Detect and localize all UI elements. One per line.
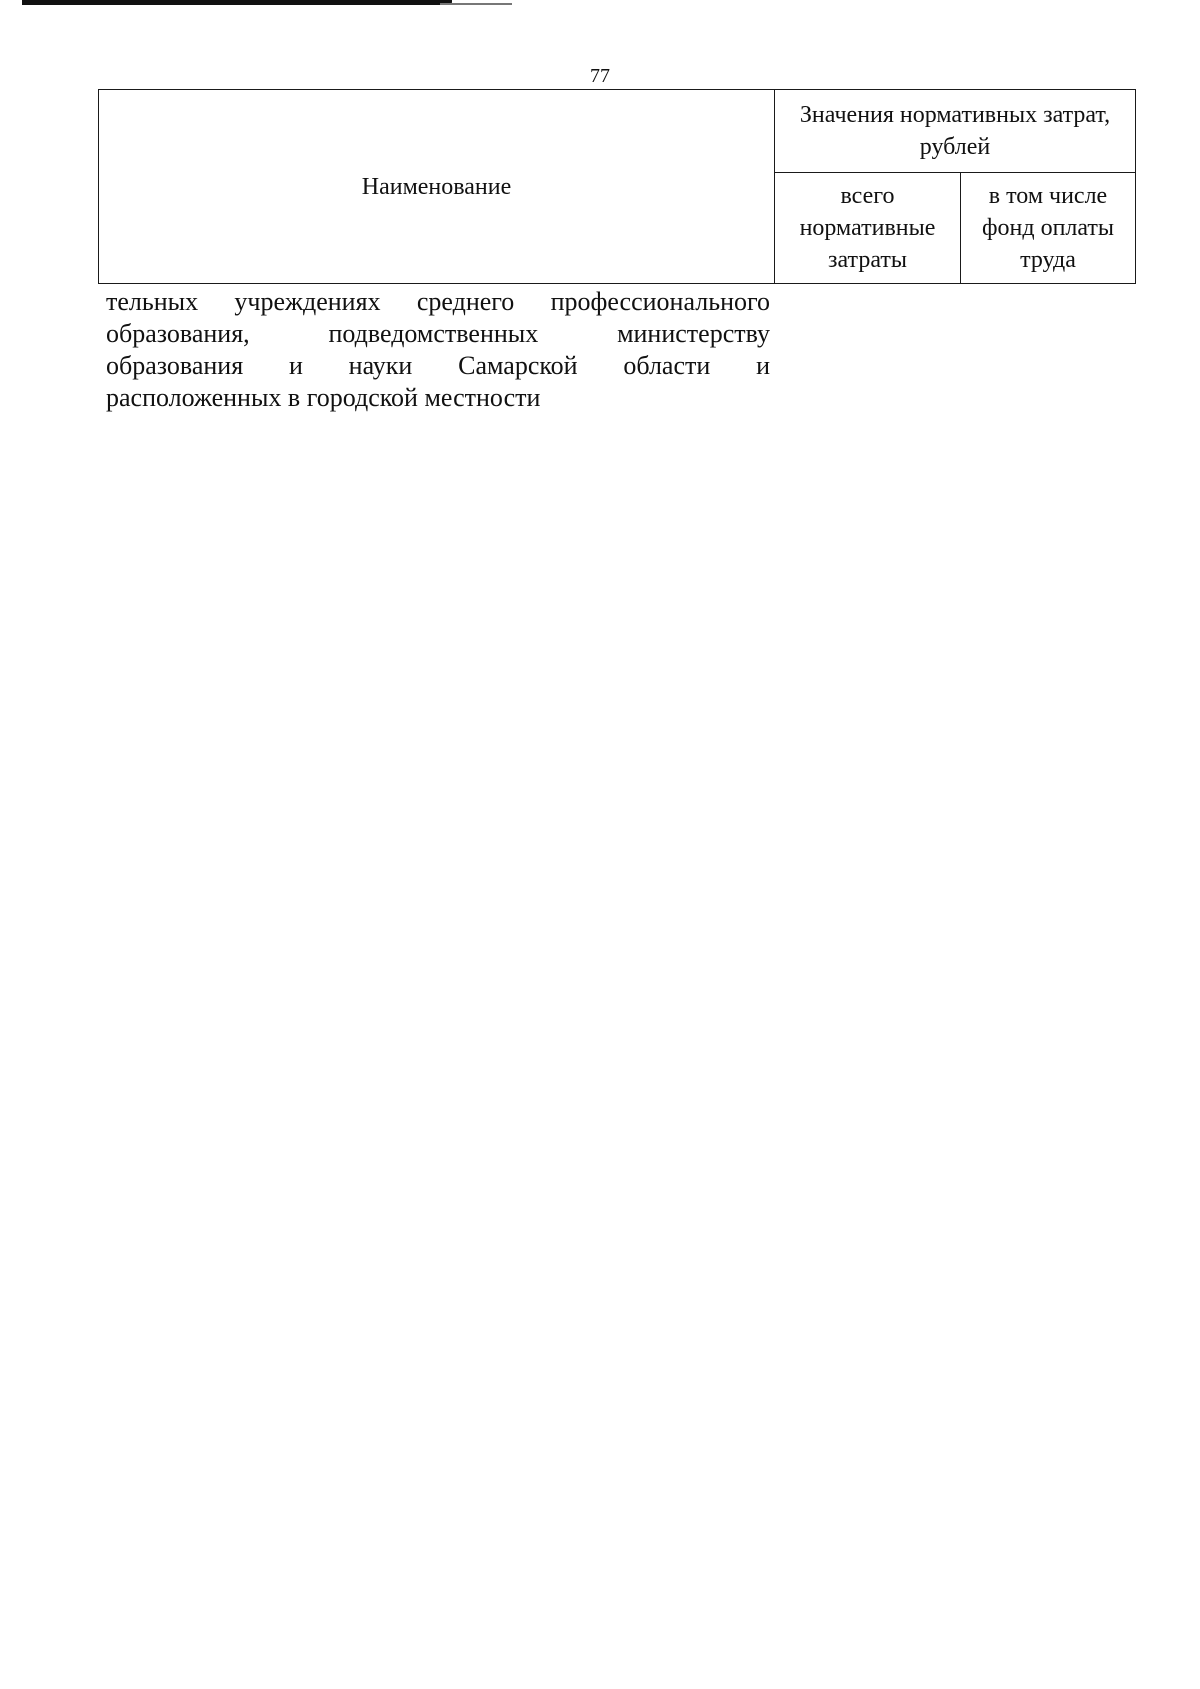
- costs-table-header: [98, 89, 1136, 284]
- column-header-total-costs: всего нормативные затраты: [775, 173, 961, 284]
- column-header-name: Наименование: [99, 90, 775, 284]
- continuation-text: [106, 286, 770, 414]
- scan-edge-mark-tail: [440, 3, 512, 5]
- column-header-wage-fund: в том числе фонд оплаты труда: [961, 173, 1136, 284]
- continuation-line: тельных учреждениях среднего профессионального: [106, 287, 770, 316]
- continuation-line: образования, подведомственных министерству: [106, 319, 770, 348]
- continuation-line: образования и науки Самарской области и: [106, 351, 770, 380]
- scan-edge-mark: [22, 0, 452, 5]
- page-number: 77: [590, 65, 610, 87]
- column-group-header-costs: Значения нормативных затрат, рублей: [775, 90, 1136, 173]
- continuation-line: расположенных в городской местности: [106, 383, 541, 412]
